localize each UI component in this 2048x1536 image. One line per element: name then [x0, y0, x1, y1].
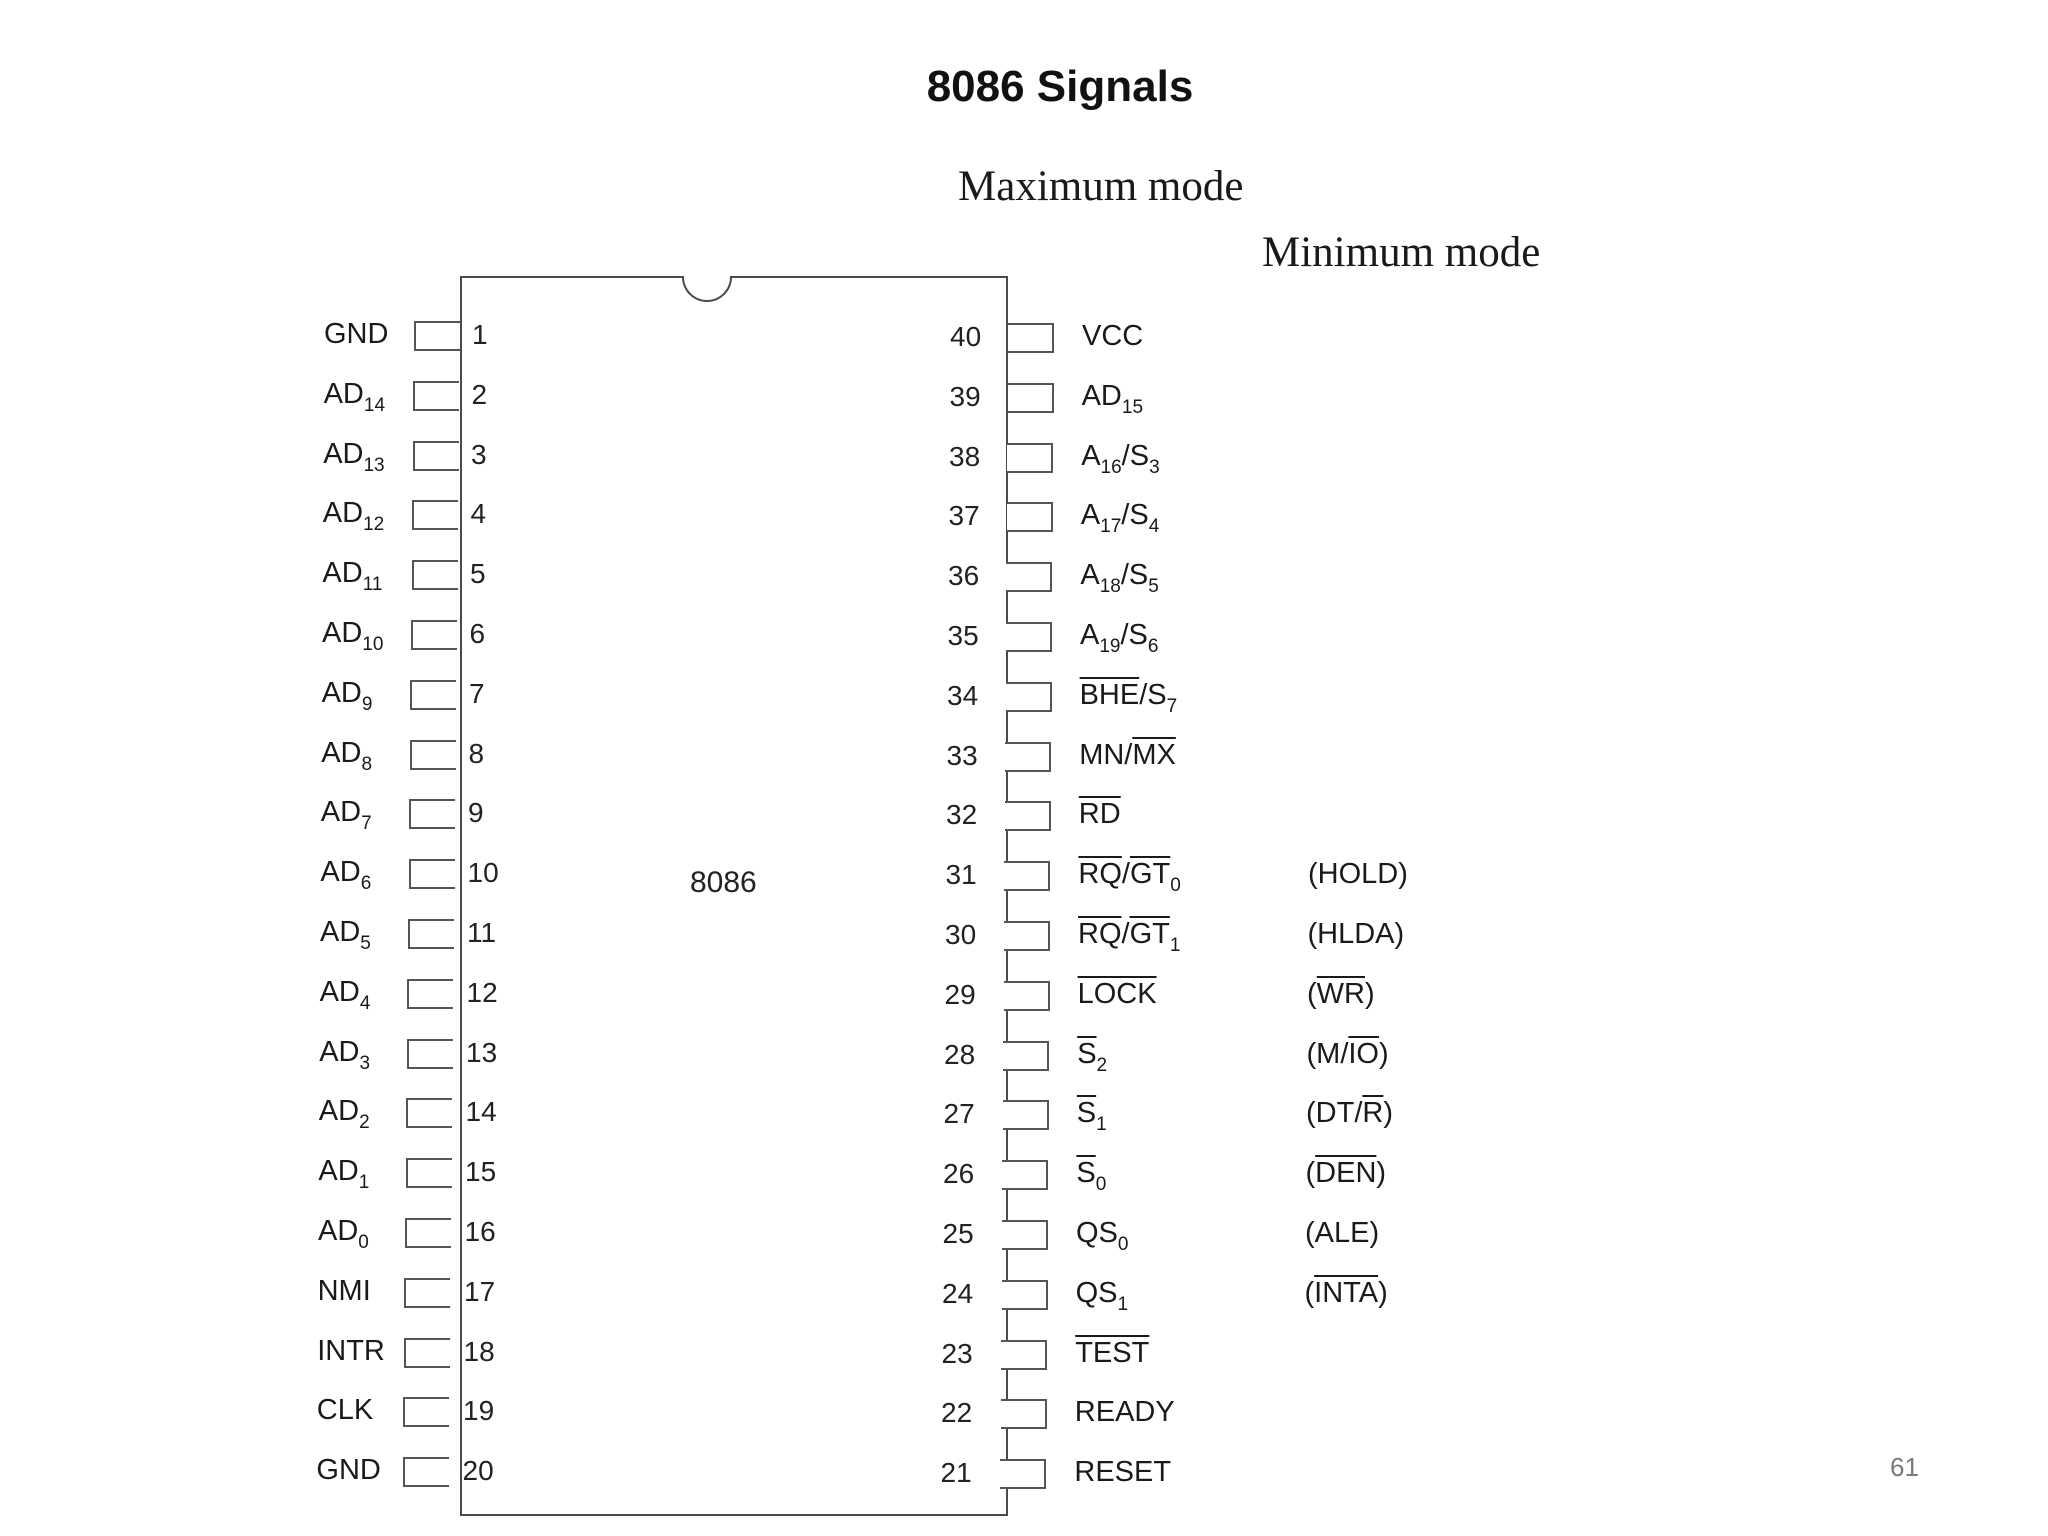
signal-part: 15: [1121, 396, 1144, 418]
pin-box-right: [1004, 921, 1050, 951]
pin-signal-label: [318, 1273, 371, 1309]
pin-signal-label: [320, 854, 371, 894]
pin-signal-label: [322, 615, 383, 655]
signal-part: 10: [362, 634, 384, 655]
signal-part: AD: [322, 617, 363, 649]
pin-signal-label: [323, 495, 384, 535]
signal-part: ): [1378, 1276, 1388, 1309]
signal-part: /: [1121, 918, 1130, 950]
signal-part: 5: [360, 933, 371, 954]
pin-signal-label: [319, 1034, 370, 1074]
signal-part: RESET: [1074, 1456, 1172, 1489]
pin-signal-label: [324, 376, 385, 416]
minimum-mode-signal: [1307, 976, 1375, 1012]
pin-number: 28: [944, 1038, 976, 1070]
signal-part: AD: [322, 557, 363, 590]
signal-part: 3: [359, 1052, 371, 1074]
pin-box-right: [1006, 562, 1052, 592]
pin-box-left: [405, 1218, 451, 1248]
pin-number: 1: [472, 319, 488, 350]
signal-part: (M/: [1306, 1037, 1349, 1070]
signal-part: /S: [1120, 619, 1148, 651]
signal-part: $\overline{S}$: [1077, 1037, 1097, 1070]
signal-part: $\overline{GT}$: [1129, 858, 1171, 891]
signal-part: (: [1305, 1157, 1316, 1190]
pin-number: 8: [468, 737, 485, 769]
pin-box-left: [408, 919, 454, 949]
pin-box-left: [404, 1278, 450, 1308]
signal-part: 12: [363, 514, 385, 536]
pin-signal-label: [1080, 617, 1158, 657]
pin-number: 18: [463, 1335, 495, 1367]
signal-part: 7: [1166, 695, 1178, 717]
pin-signal-label: [1081, 497, 1159, 537]
signal-part: $\overline{GT}$: [1129, 918, 1170, 950]
signal-part: AD: [320, 856, 361, 889]
signal-part: AD: [318, 1215, 359, 1247]
signal-part: VCC: [1082, 320, 1144, 352]
signal-part: $\overline{MX}$: [1132, 738, 1176, 771]
pin-signal-label: [319, 1093, 370, 1133]
pin-number: 34: [947, 679, 979, 711]
signal-part: $\overline{BHE}$: [1079, 678, 1140, 711]
pin-signal-label: [321, 794, 372, 834]
pin-number: 7: [469, 677, 485, 709]
pin-number: 9: [468, 797, 484, 829]
signal-part: $\overline{R}$: [1362, 1097, 1384, 1130]
pin-box-right: [1006, 622, 1052, 652]
pin-number: 15: [465, 1156, 497, 1188]
pin-box-right: [1005, 801, 1051, 831]
signal-part: 0: [1117, 1234, 1129, 1255]
pin-number: 32: [946, 799, 978, 831]
pin-signal-label: [1082, 378, 1143, 418]
signal-part: 1: [358, 1172, 370, 1194]
signal-part: AD: [318, 1095, 360, 1128]
pin-box-left: [410, 740, 456, 770]
pin-box-left: [404, 1338, 450, 1368]
signal-part: AD: [320, 796, 362, 829]
pin-number: 20: [462, 1455, 494, 1487]
pin-signal-label: [323, 436, 384, 476]
pin-box-right: [1005, 742, 1051, 772]
pin-number: 11: [467, 917, 497, 948]
pin-box-left: [409, 799, 455, 829]
signal-part: 17: [1100, 516, 1122, 538]
pin-box-right: [1001, 1340, 1047, 1370]
signal-part: GND: [316, 1454, 381, 1487]
signal-part: AD: [318, 1155, 359, 1188]
pin-signal-label: [1078, 916, 1180, 956]
signal-part: AD: [320, 916, 361, 948]
pin-signal-label: [1076, 1215, 1128, 1255]
pin-signal-label: [322, 555, 382, 595]
pin-number: 14: [465, 1096, 497, 1128]
pin-box-left: [406, 1098, 452, 1128]
pin-signal-label: [1081, 438, 1159, 478]
signal-part: AD: [322, 497, 364, 530]
signal-part: READY: [1074, 1396, 1175, 1429]
pin-signal-label: [1080, 557, 1158, 597]
signal-part: 8: [361, 753, 373, 775]
pin-box-left: [407, 979, 453, 1009]
pin-signal-label: [1074, 1454, 1171, 1490]
pin-signal-label: [320, 914, 371, 954]
signal-part: 6: [1147, 636, 1159, 657]
signal-part: $\overline{DEN}$: [1315, 1157, 1377, 1190]
minimum-mode-signal: [1305, 1215, 1379, 1251]
signal-part: (DT/: [1306, 1097, 1363, 1130]
pin-signal-label: [1078, 856, 1180, 896]
pin-box-left: [412, 500, 458, 530]
signal-part: 6: [360, 873, 372, 895]
signal-part: LOCK: [1077, 977, 1157, 1010]
signal-part: 19: [1099, 636, 1121, 657]
pin-box-left: [414, 321, 460, 351]
signal-part: QS: [1076, 1217, 1118, 1249]
signal-part: 1: [1169, 935, 1181, 956]
signal-part: (HLDA): [1307, 918, 1405, 950]
signal-part: 3: [1149, 456, 1160, 478]
pin-box-right: [1008, 383, 1054, 413]
pin-number: 17: [464, 1275, 496, 1307]
pin-box-left: [410, 680, 456, 710]
signal-part: NMI: [317, 1274, 371, 1307]
pin-number: 27: [943, 1098, 975, 1130]
minimum-mode-signal: [1307, 1036, 1389, 1072]
signal-part: A: [1080, 559, 1100, 592]
signal-part: 16: [1100, 456, 1122, 478]
pin-number: 26: [943, 1158, 975, 1190]
pin-signal-label: [322, 675, 373, 715]
pin-number: 23: [941, 1337, 973, 1369]
pin-box-left: [411, 620, 457, 650]
pin-box-right: [1006, 682, 1052, 712]
signal-part: 7: [361, 813, 372, 835]
signal-part: ): [1383, 1097, 1393, 1130]
pin-box-left: [409, 859, 455, 889]
pin-signal-label: [1080, 677, 1178, 717]
signal-part: 1: [1117, 1293, 1129, 1315]
signal-part: 2: [359, 1112, 370, 1134]
pin-box-left: [406, 1158, 452, 1188]
pin-number: 19: [463, 1395, 495, 1427]
pin-number: 33: [946, 739, 978, 771]
pin-signal-label: [1079, 737, 1176, 773]
pin-signal-label: [318, 1153, 369, 1193]
signal-part: GND: [324, 318, 389, 350]
signal-part: 2: [1096, 1054, 1108, 1076]
pin-box-right: [1003, 1041, 1049, 1071]
pin-signal-label: [320, 974, 371, 1014]
signal-part: ): [1379, 1037, 1389, 1070]
pin-box-left: [407, 1039, 453, 1069]
pin-signal-label: [1076, 1155, 1106, 1195]
signal-part: /S: [1121, 499, 1149, 532]
pin-number: 22: [941, 1397, 973, 1429]
minimum-mode-signal: [1306, 1155, 1387, 1191]
pin-number: 40: [950, 321, 982, 352]
pin-box-right: [1000, 1459, 1046, 1489]
pin-number: 29: [944, 978, 976, 1010]
pin-number: 35: [947, 620, 979, 651]
signal-part: CLK: [316, 1394, 374, 1427]
signal-part: 0: [1095, 1174, 1107, 1196]
signal-part: AD: [323, 377, 364, 410]
pin-signal-label: [1082, 318, 1143, 354]
signal-part: AD: [321, 676, 362, 709]
pin-signal-label: [1077, 1036, 1107, 1076]
signal-part: TEST: [1075, 1336, 1150, 1369]
signal-part: AD: [319, 1035, 360, 1068]
pin-number: 10: [467, 857, 499, 889]
pin-number: 25: [942, 1218, 974, 1249]
pin-number: 38: [949, 440, 981, 472]
maximum-mode-label: Maximum mode: [958, 163, 1244, 210]
pin-box-left: [403, 1457, 449, 1487]
pin-box-right: [1008, 323, 1054, 353]
signal-part: 13: [363, 454, 385, 476]
signal-part: AD: [319, 975, 360, 1008]
pin-number: 5: [470, 558, 486, 590]
pin-box-right: [1004, 981, 1050, 1011]
minimum-mode-signal: [1305, 1275, 1388, 1311]
pin-number: 6: [469, 618, 486, 649]
pin-signal-label: [324, 316, 388, 352]
pin-number: 16: [464, 1216, 496, 1247]
pin-number: 2: [471, 378, 488, 410]
page-number: 61: [1890, 1452, 1919, 1482]
pin-signal-label: [1076, 1275, 1128, 1315]
pin-signal-label: [1079, 796, 1121, 832]
pin-signal-label: [321, 735, 372, 775]
pin-number: 31: [945, 859, 977, 891]
signal-part: (ALE): [1305, 1217, 1380, 1249]
signal-part: /S: [1139, 678, 1167, 711]
pin-number: 4: [470, 498, 487, 530]
pin-number: 21: [940, 1457, 972, 1489]
signal-part: ): [1365, 977, 1375, 1010]
pin-number: 36: [948, 560, 980, 592]
signal-part: QS: [1075, 1276, 1118, 1309]
minimum-mode-signal: [1308, 916, 1405, 952]
signal-part: $\overline{S}$: [1076, 1157, 1096, 1190]
signal-part: A: [1080, 499, 1101, 532]
pin-number: 3: [471, 438, 487, 470]
signal-part: A: [1080, 619, 1100, 651]
slide-title: 8086 Signals: [926, 62, 1194, 111]
pin-signal-label: [317, 1333, 385, 1369]
pin-number: 12: [466, 976, 498, 1008]
chip-name: 8086: [690, 866, 757, 899]
pin-box-right: [1007, 502, 1053, 532]
pin-box-left: [413, 441, 459, 471]
pin-box-left: [403, 1397, 449, 1427]
signal-part: 1: [1096, 1114, 1107, 1136]
signal-part: $\overline{IO}$: [1348, 1037, 1379, 1070]
signal-part: 0: [1170, 875, 1181, 897]
signal-part: 9: [361, 693, 373, 715]
pin-signal-label: [318, 1213, 369, 1253]
signal-part: (: [1304, 1276, 1315, 1309]
signal-part: AD: [1081, 379, 1122, 412]
signal-part: INTR: [317, 1334, 385, 1367]
pin-signal-label: [1077, 1095, 1107, 1135]
pin-box-right: [1002, 1220, 1048, 1250]
signal-part: 18: [1099, 576, 1121, 598]
pin-number: 24: [942, 1277, 974, 1309]
signal-part: INTA: [1314, 1276, 1379, 1309]
pin-number: 30: [945, 919, 977, 950]
pin-signal-label: [1078, 976, 1157, 1012]
signal-part: 0: [358, 1232, 369, 1253]
signal-part: $\overline{RD}$: [1078, 798, 1121, 831]
signal-part: 4: [359, 992, 371, 1014]
pin-signal-label: [1075, 1335, 1149, 1371]
signal-part: $\overline{WR}$: [1316, 977, 1365, 1010]
pin-box-left: [412, 560, 458, 590]
pin-box-right: [1001, 1399, 1047, 1429]
pin-box-left: [413, 381, 459, 411]
signal-part: ): [1376, 1157, 1387, 1190]
signal-part: MN/: [1079, 738, 1133, 771]
pin-signal-label: [1075, 1394, 1175, 1430]
signal-part: $\overline{S}$: [1076, 1097, 1097, 1130]
pin-number: 37: [948, 500, 980, 532]
signal-part: (: [1307, 977, 1317, 1010]
signal-part: $\overline{RQ}$: [1078, 858, 1122, 891]
minimum-mode-label: Minimum mode: [1262, 229, 1541, 276]
signal-part: 14: [363, 394, 386, 416]
signal-part: 5: [1148, 576, 1159, 598]
signal-part: AD: [323, 437, 364, 470]
signal-part: /S: [1121, 439, 1150, 472]
signal-part: (HOLD): [1308, 858, 1408, 891]
signal-part: A: [1081, 439, 1101, 472]
signal-part: $\overline{RQ}$: [1078, 918, 1122, 950]
pin-box-right: [1002, 1280, 1048, 1310]
pin-box-right: [1003, 1100, 1049, 1130]
signal-part: AD: [321, 736, 362, 769]
minimum-mode-signal: [1306, 1095, 1393, 1131]
signal-part: 11: [362, 574, 383, 596]
signal-part: 4: [1148, 516, 1160, 538]
pin-box-right: [1007, 443, 1053, 473]
signal-part: /S: [1120, 559, 1149, 592]
pin-box-right: [1002, 1160, 1048, 1190]
pin-box-right: [1004, 861, 1050, 891]
minimum-mode-signal: [1308, 856, 1408, 892]
signal-part: /: [1121, 858, 1130, 891]
pin-number: 39: [949, 380, 981, 412]
pin-signal-label: [317, 1392, 373, 1428]
pin-number: 13: [466, 1036, 498, 1068]
pin-signal-label: [316, 1452, 380, 1488]
